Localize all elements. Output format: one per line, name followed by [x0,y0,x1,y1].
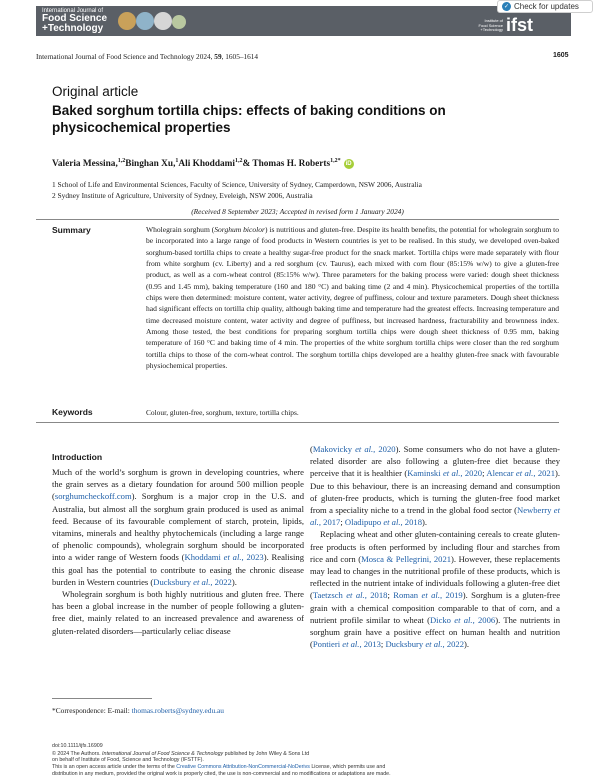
institute-line-3: +Technology [480,27,503,33]
author-list [52,158,354,169]
citation-link[interactable]: et al. [193,576,211,587]
citation-link[interactable]: Roman [393,590,422,601]
citation-link[interactable]: , 2017 [318,517,341,528]
citation-link[interactable]: et al. [515,468,534,479]
article-title: Baked sorghum tortilla chips: effects of baking conditions on physicochemical properties [52,103,446,135]
author-1[interactable]: Valeria Messina,$^{1,2}$ [52,158,126,170]
citation-link[interactable]: , 2019 [439,590,463,601]
license-link[interactable]: Creative Commons Attribution-NonCommercial-NoDerivs [176,764,310,770]
grain-icon [172,15,186,29]
citation-link[interactable]: Pontieri [312,639,343,650]
citation-link[interactable]: , 2023 [241,552,264,563]
license-line-2: distribution in any medium, provided the original work is properly cited, the use is non-commercial and no modifications or adaptations are made. [52,771,391,777]
article-kind: Original article [52,84,139,99]
institute-line-1: Institute of [484,18,503,23]
correspondence-email-link[interactable]: thomas.roberts@sydney.edu.au [131,706,224,715]
citation-link[interactable]: et al. [454,614,473,625]
citation-link[interactable]: et al. [355,444,374,454]
summary-label: Summary [52,225,91,235]
journal-name: International Journal of Food Science and Technology 2024, [36,52,215,61]
intro-paragraph-2: Wholegrain sorghum is both highly nutritious and gluten free. There has been a global increase in the number of people following a gluten-free diet, mainly related to an increased prevalence and awareness of gluten-related disorders—particularly celiac disease [52,589,304,636]
citation-link[interactable]: , 2013 [359,639,381,650]
author-2[interactable]: Binghan Xu,$^1$ [125,158,179,170]
citation-link[interactable]: Kaminski [407,468,443,479]
summary-bottom-rule [36,422,559,423]
copyright-line-1: © 2024 The Authors. International Journal of Food Science & Technology published by John Wiley & Sons Ltd [52,751,310,757]
citation-link[interactable]: et al. [310,505,560,528]
citation-link[interactable]: et al. [346,590,365,601]
right-column [310,443,560,650]
citation-link[interactable]: , 2021 [533,468,556,479]
citation-link[interactable]: Oladipupo [344,517,384,528]
footnote-rule [52,698,152,699]
citation-link[interactable]: , 2022 [210,576,232,587]
keywords-label: Keywords [52,407,93,417]
institute-name [473,19,503,33]
correspondence-note: *Correspondence: E-mail: thomas.roberts@sydney.edu.au [52,706,224,715]
food-photo-icon [118,12,136,30]
check-updates-icon: ✓ [503,4,510,10]
brand-line-1: International Journal of [42,8,104,14]
author-4[interactable]: & Thomas H. Roberts$^{1,2*}$ [242,158,341,170]
citation-link[interactable]: et al. [421,590,440,601]
citation-link[interactable]: Alencar [486,468,516,479]
citation-link[interactable]: , 2020 [373,444,396,454]
citation-link[interactable]: et al. [442,468,461,479]
citation-link[interactable]: Ducksbury [153,576,194,587]
check-for-updates-button[interactable] [497,0,593,13]
keywords-text: Colour, gluten-free, sorghum, texture, tortilla chips. [146,408,299,417]
author-3[interactable]: Ali Khoddami$^{1,2}$ [178,158,243,170]
citation-link[interactable]: et al. [425,639,443,650]
journal-citation [36,52,258,61]
summary-top-rule [36,219,559,220]
institute-line-2: Food Science [478,22,503,28]
brand-line-3: +Technology [42,23,104,34]
received-dates: (Received 8 September 2023; Accepted in revised form 1 January 2024) [191,207,404,216]
summary-text: Wholegrain sorghum (Sorghum bicolor) is nutritious and gluten-free. Despite its health benefits, the potential for wholegrain sorghum to be incorporated into a large range of food products in Western countries is yet to be realised. In this study, we developed oven-baked sorghum-based tortilla chips to create a healthy sugar-free product for the snack market. Tortilla chips were made separately with flour from white sorghum (cv. Liberty) and a red sorghum (cv. Taurus), each mixed with corn flour (85:15% w/w) to give a gluten-free product, as well as a corn-wheat control (85:15% w/w). Three parameters for the baking process were varied: dough sheet thickness (0.95 and 1.45 mm), baking temperature (160 and 180 °C) and baking time (2 and 4 min). Physicochemical properties of the tortilla chips were then determined: moisture content, water activity, degree of puffiness, colour and texture parameters. Dough sheet thickness had significant effects on tortilla chip quality, although baking time and temperature had the greatest effects. Increasing temperature and time decreased moisture content, water activity and degree of puffiness, but increased hardness, fracturability and brownness index. Among those tested, the best conditions for preparing sorghum tortilla chips were dough sheet thickness of 0.95 mm, baking temperature of 160 °C and baking time of 4 min. The properties of the white sorghum tortilla chips were closer than the red sorghum tortilla chips to those of the corn-wheat control. The sorghum tortilla chips developed are a healthy gluten-free snack with favourable physiochemical properties. [146,225,559,371]
copyright-line-2: on behalf of Institute of Food, Science and Technology (IFSTTF). [52,757,204,763]
page-number: 1605 [553,52,569,59]
molecule-icon [154,12,172,30]
citation-link[interactable]: Makovicky [312,444,356,454]
citation-link[interactable]: et al. [383,517,401,528]
lab-photo-icon [136,12,154,30]
brand-line-2: Food Science [42,13,108,24]
citation-link[interactable]: , 2022 [442,639,465,650]
citation-link[interactable]: Taetzsch [312,590,347,601]
check-for-updates-label: Check for updates [514,2,579,11]
citation-link[interactable]: Ducksbury [385,639,426,650]
citation-link[interactable]: , 2020 [460,468,483,479]
citation-link[interactable]: et al. [342,639,360,650]
intro-paragraph-1: Much of the world’s sorghum is grown in developing countries, where the grain serves as a dietary foundation for around 500 million people (sorghumcheckoff.com). Sorghum is a major crop in the U.S. and Australia, but almost all the sorghum grain produced is used as animal feed. Because of its favourable complement of starch, protein, lipids, vitamins, minerals and healthy phytochemicals (including a large range of phenolic compounds), wholegrain sorghum should be incorporated into a wider range of Western foods (Khoddami et al., 2023). Realising this goal has the potential to contribute to easing the chronic disease burden in Western countries (Ducksbury et al., 2022). [52,467,305,587]
doi[interactable]: doi:10.1111/ijfs.16909 [52,743,103,749]
ifst-logo: ifst [506,15,533,35]
journal-brand-logo [42,8,107,34]
citation-link[interactable]: Newberry [517,505,554,516]
citation-link[interactable]: , 2006 [472,614,496,625]
citation-link[interactable]: , 2018 [400,517,422,528]
journal-pages: , 1605–1614 [221,52,259,61]
affiliation-2: 2 Sydney Institute of Agriculture, University of Sydney, Eveleigh, NSW 2006, Australia [52,191,313,200]
citation-link[interactable]: sorghumcheckoff.com [54,491,132,502]
citation-link[interactable]: , 2018 [364,590,388,601]
citation-link[interactable]: Khoddami [184,552,224,563]
orcid-icon[interactable]: iD [345,160,352,167]
introduction-heading: Introduction [52,452,103,462]
intro-paragraph-3: (Makovicky et al., 2020). Some consumers who do not have a gluten-related disorder are also following a gluten-free diet because they perceive that it is healthier (Kaminski et al., 2020; Alencar et al., 2021). Due to this behaviour, there is an increasing demand and consumption of gluten-free products, which is turning the gluten-free food market from a speciality niche to a trend in the global food sector (Newberry et al., 2017; Oladipupo et al., 2018). [310,444,561,528]
citation-link[interactable]: Dicko [429,614,455,625]
citation-link[interactable]: Mosca & Pellegrini, 2021 [361,553,452,564]
left-column [52,466,304,637]
journal-volume: 59 [214,52,222,61]
license-line-1: This is an open access article under the terms of the Creative Commons Attribution-NonCommercial-NoDerivs License, which permits use and [52,764,386,770]
intro-paragraph-4: Replacing wheat and other gluten-containing cereals to create gluten-free products is often performed by including flour and starches from rice and corn (Mosca & Pellegrini, 2021). However, these replacements may lead to changes in the nutritional profile of these products, which is reflected in the nutrient intake of individuals following a gluten-free diet (Taetzsch et al., 2018; Roman et al., 2019). Sorghum is a gluten-free grain with a chemical composition comparable to that of corn, and a nutrient profile similar to wheat (Dicko et al., 2006). The nutrients in sorghum grain have a positive effect on human health and nutrition (Pontieri et al., 2013; Ducksbury et al., 2022). [310,529,561,650]
affiliation-1: 1 School of Life and Environmental Sciences, Faculty of Science, University of Sydney, Camperdown, NSW 2006, Australia [52,180,422,189]
citation-link[interactable]: et al. [223,552,242,563]
